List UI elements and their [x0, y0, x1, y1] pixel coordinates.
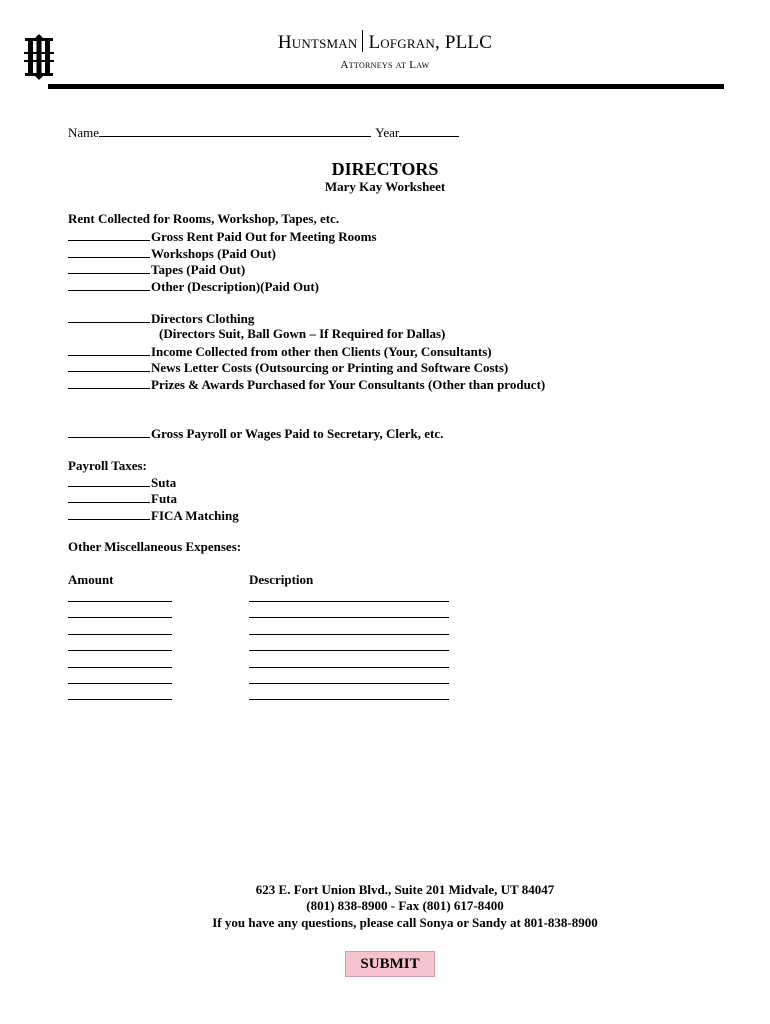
amount-blank[interactable]: [68, 278, 150, 291]
list-item: FICA Matching: [68, 507, 239, 524]
description-line[interactable]: [249, 601, 449, 602]
firm-header: [240, 30, 530, 71]
amount-blank[interactable]: [68, 261, 150, 274]
description-line[interactable]: [249, 650, 449, 651]
amount-blank[interactable]: [68, 245, 150, 258]
amount-line[interactable]: [68, 667, 172, 668]
amount-blank[interactable]: [68, 343, 150, 356]
firm-name-right: Lofgran, PLLC: [368, 32, 493, 53]
submit-button[interactable]: SUBMIT: [345, 951, 435, 977]
amount-line[interactable]: [68, 601, 172, 602]
payroll-taxes-heading: Payroll Taxes:: [68, 458, 147, 473]
amount-line[interactable]: [68, 634, 172, 635]
amount-blank[interactable]: [68, 474, 150, 487]
page-subtitle: Mary Kay Worksheet: [324, 179, 446, 194]
list-item: Gross Rent Paid Out for Meeting Rooms: [68, 228, 377, 245]
list-item: Tapes (Paid Out): [68, 261, 245, 278]
rent-heading: Rent Collected for Rooms, Workshop, Tapes, etc.: [68, 211, 340, 226]
list-item: Directors Clothing: [68, 310, 254, 327]
footer-contact: If you have any questions, please call Sonya or Sandy at 801-838-8900: [212, 915, 598, 930]
list-item: Futa: [68, 490, 177, 507]
list-item: News Letter Costs (Outsourcing or Printing and Software Costs): [68, 359, 508, 376]
clothing-note: (Directors Suit, Ball Gown – If Required for Dallas): [159, 326, 446, 341]
name-year-row: [68, 125, 459, 141]
amount-blank[interactable]: [68, 310, 150, 323]
description-line[interactable]: [249, 634, 449, 635]
footer-address: 623 E. Fort Union Blvd., Suite 201 Midvale, UT 84047: [255, 882, 555, 897]
list-item: Suta: [68, 474, 176, 491]
list-item: Gross Payroll or Wages Paid to Secretary, Clerk, etc.: [68, 425, 443, 442]
amount-line[interactable]: [68, 683, 172, 684]
amount-blank[interactable]: [68, 376, 150, 389]
amount-line[interactable]: [68, 699, 172, 700]
amount-blank[interactable]: [68, 425, 150, 438]
header-rule: [48, 84, 724, 89]
description-line[interactable]: [249, 699, 449, 700]
list-item: Income Collected from other then Clients (Your, Consultants): [68, 343, 492, 360]
description-column-label: Description: [249, 572, 314, 587]
amount-blank[interactable]: [68, 228, 150, 241]
year-field[interactable]: [399, 125, 459, 137]
description-line[interactable]: [249, 683, 449, 684]
page-title: DIRECTORS: [331, 159, 439, 179]
list-item: Workshops (Paid Out): [68, 245, 276, 262]
amount-column-label: Amount: [68, 572, 114, 587]
description-line[interactable]: [249, 617, 449, 618]
amount-blank[interactable]: [68, 507, 150, 520]
name-label: Name: [68, 125, 100, 140]
misc-heading: Other Miscellaneous Expenses:: [68, 539, 242, 554]
description-line[interactable]: [249, 667, 449, 668]
amount-line[interactable]: [68, 617, 172, 618]
year-label: Year: [375, 125, 400, 140]
amount-blank[interactable]: [68, 490, 150, 503]
firm-subtitle: Attorneys at Law: [340, 59, 430, 71]
amount-line[interactable]: [68, 650, 172, 651]
firm-logo-icon: [24, 34, 54, 80]
list-item: Other (Description)(Paid Out): [68, 278, 319, 295]
list-item: Prizes & Awards Purchased for Your Consultants (Other than product): [68, 376, 545, 393]
name-field[interactable]: [99, 125, 371, 137]
footer-phone: (801) 838-8900 - Fax (801) 617-8400: [306, 898, 504, 913]
firm-name-left: Huntsman: [277, 32, 358, 53]
amount-blank[interactable]: [68, 359, 150, 372]
